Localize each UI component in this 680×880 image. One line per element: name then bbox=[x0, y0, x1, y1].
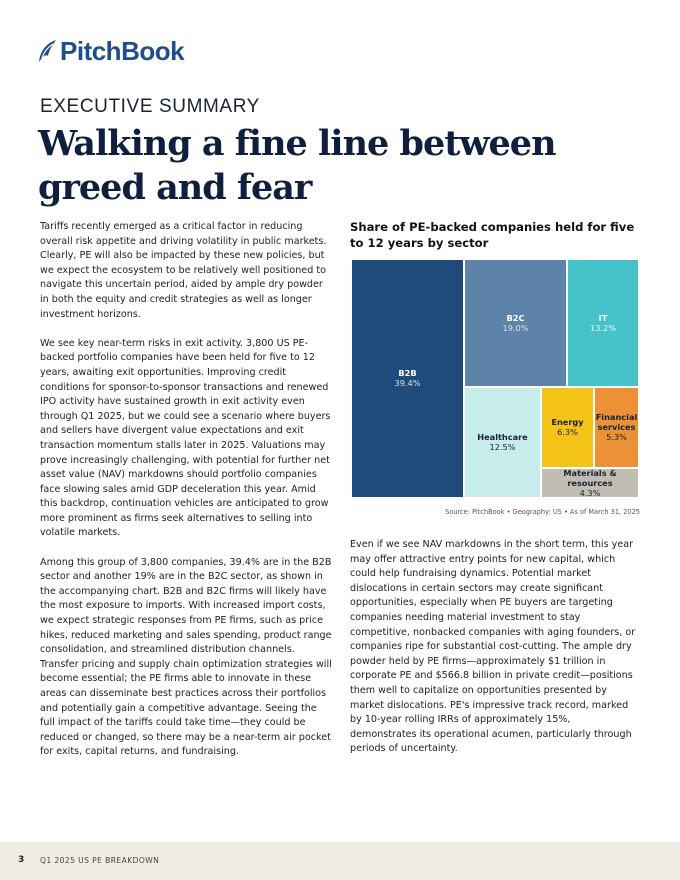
pitchbook-logo bbox=[36, 36, 184, 66]
tile-label: Materials & resources bbox=[563, 467, 617, 488]
tile-label: B2C bbox=[506, 312, 525, 323]
paragraph: Among this group of 3,800 companies, 39.4% are in the B2B sector and another 19% are in the B2C sector, as shown in the accompanying chart. B2B and B2C firms will likely have the most exposure to imports. With increased import costs, we expect strategic responses from PE firms, such as price hikes, reduced marketing and sales spending, product range consolidation, and streamlined distribution channels. Transfer pricing and supply chain optimization strategies will become essential; the PE firms able to innovate in these areas can disseminate best practices across their portfolios and potentially gain a competitive advantage. Seeing the full impact of the tariffs could take time—they could be reduced or changed, so there may be a near-term air pocket for exits, capital returns, and fundraising. bbox=[40, 556, 332, 758]
page-title bbox=[38, 122, 638, 210]
body-right-column bbox=[350, 538, 640, 757]
treemap-tile-materials bbox=[542, 469, 638, 497]
tile-label: Energy bbox=[551, 417, 584, 427]
tile-label: Healthcare bbox=[477, 432, 528, 442]
brand-name: PitchBook bbox=[60, 35, 185, 66]
treemap-tile-it bbox=[568, 260, 638, 386]
title-line-2: greed and fear bbox=[38, 167, 312, 208]
tile-value: 5.3% bbox=[606, 432, 627, 442]
treemap-tile-b2b bbox=[352, 260, 463, 497]
tile-label: Financial services bbox=[595, 412, 638, 432]
treemap-tile-b2c bbox=[465, 260, 566, 386]
chart-source: Source: PitchBook • Geography: US • As of March 31, 2025 bbox=[445, 508, 640, 516]
sector-treemap bbox=[352, 260, 638, 497]
tile-label: B2B bbox=[398, 368, 417, 378]
section-kicker: EXECUTIVE SUMMARY bbox=[40, 96, 260, 117]
tile-label: IT bbox=[598, 312, 608, 323]
tile-value: 19.0% bbox=[502, 322, 529, 333]
tile-value: 12.5% bbox=[489, 442, 516, 452]
body-left-column bbox=[40, 220, 332, 760]
page-number: 3 bbox=[18, 855, 25, 865]
report-name: Q1 2025 US PE BREAKDOWN bbox=[40, 856, 160, 865]
treemap-tile-financial-services bbox=[595, 388, 638, 467]
tile-value: 39.4% bbox=[394, 378, 421, 388]
treemap-tile-energy bbox=[542, 388, 593, 467]
tile-value: 4.3% bbox=[579, 487, 601, 498]
title-line-1: Walking a fine line between bbox=[38, 123, 556, 164]
chart-title: Share of PE-backed companies held for five to 12 years by sector bbox=[350, 220, 635, 250]
paragraph: Tariffs recently emerged as a critical factor in reducing overall risk appetite and driving volatility in public markets. Clearly, PE will also be impacted by these new policies, but we expect the ecosystem to be relatively well positioned to navigate this uncertain period, aided by ample dry powder in both the equity and credit strategies as well as longer investment horizons. bbox=[40, 221, 327, 320]
pitchbook-leaf-icon bbox=[36, 38, 58, 64]
paragraph: Even if we see NAV markdowns in the short term, this year may offer attractive entry points for new capital, which could help fundraising dynamics. Potential market dislocations in certain sectors may create significant opportunities, especially when PE buyers are targeting companies needing material investment to stay competitive, nonbacked companies with aging founders, or companies ripe for substantial cost-cutting. The ample dry powder held by PE firms—approximately $1 trillion in corporate PE and $566.8 billion in private credit—positions them well to capitalize on opportunities presented by market dislocations. PE's impressive track record, marked by 10-year rolling IRRs of approximately 15%, demonstrates its operational acumen, particularly through periods of uncertainty. bbox=[350, 539, 636, 755]
tile-value: 6.3% bbox=[557, 427, 578, 437]
page-footer bbox=[0, 842, 680, 880]
paragraph: We see key near-term risks in exit activity. 3,800 US PE-backed portfolio companies have been held for five to 12 years, awaiting exit opportunities. Improving credit conditions for sponsor-to-sponsor transactions and renewed IPO activity have sustained growth in exit activity even through Q1 2025, but we could see a scenario where buyers and sellers have divergent value expectations and exit transaction momentum stalls later in 2025. Valuations may prove increasingly challenging, with potential for further net asset value (NAV) markdowns should portfolio companies face slowing sales amid GDP deceleration this year. Amid this backdrop, continuation vehicles are anticipated to grow more prominent as firms seek alternatives to selling into volatile markets. bbox=[40, 337, 331, 539]
tile-value: 13.2% bbox=[589, 322, 616, 333]
treemap-tile-healthcare bbox=[465, 388, 540, 497]
